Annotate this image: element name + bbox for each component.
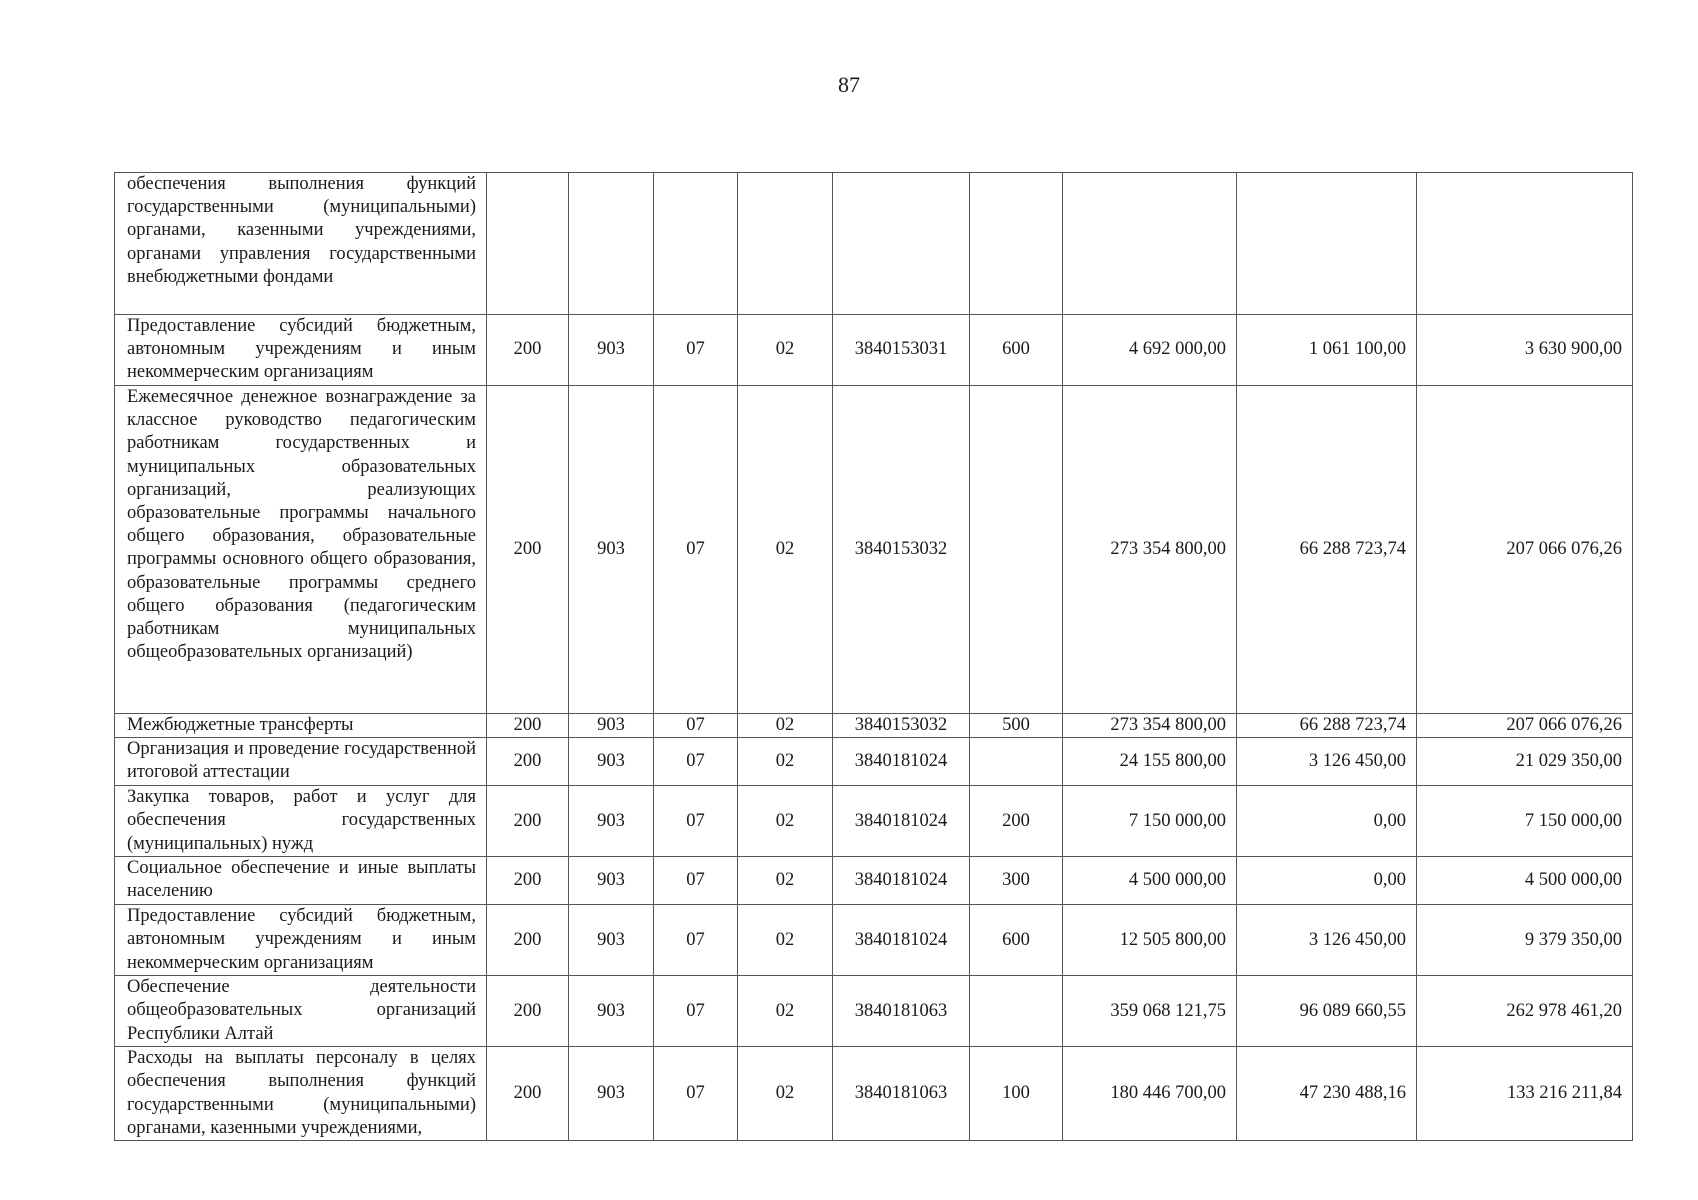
cell-code	[833, 173, 970, 315]
cell-code: 02	[738, 714, 833, 738]
cell-code: 200	[487, 714, 569, 738]
cell-exec: 3 126 450,00	[1237, 738, 1417, 786]
cell-rest: 3 630 900,00	[1417, 315, 1633, 386]
cell-exec: 96 089 660,55	[1237, 976, 1417, 1047]
cell-code: 3840153031	[833, 315, 970, 386]
cell-code: 02	[738, 738, 833, 786]
table-row	[115, 315, 1633, 386]
cell-code: 100	[970, 1047, 1063, 1141]
table-row	[115, 976, 1633, 1047]
cell-code: 903	[569, 976, 654, 1047]
cell-code: 3840181063	[833, 976, 970, 1047]
cell-exec: 1 061 100,00	[1237, 315, 1417, 386]
cell-code: 02	[738, 315, 833, 386]
cell-exec: 0,00	[1237, 857, 1417, 905]
cell-code: 200	[487, 905, 569, 976]
cell-exec: 0,00	[1237, 786, 1417, 857]
table-row	[115, 786, 1633, 857]
table-row	[115, 714, 1633, 738]
cell-rest: 21 029 350,00	[1417, 738, 1633, 786]
cell-code: 903	[569, 386, 654, 714]
cell-code: 600	[970, 315, 1063, 386]
table-row	[115, 905, 1633, 976]
cell-code	[970, 738, 1063, 786]
cell-plan: 4 500 000,00	[1063, 857, 1237, 905]
cell-code: 3840181024	[833, 905, 970, 976]
row-name: Ежемесячное денежное вознаграждение за классное руководство педагогическим работникам государственных и муниципальных образовательных организаций, реализующих образовательные программы начального общего образования, образовательные программы основного общего образования, образовательные программы среднего общего образования (педагогическим работникам муниципальных общеобразовательных организаций)	[115, 386, 487, 714]
cell-code: 07	[654, 786, 738, 857]
cell-code: 07	[654, 976, 738, 1047]
cell-code: 903	[569, 786, 654, 857]
cell-code: 903	[569, 1047, 654, 1141]
cell-code: 3840181063	[833, 1047, 970, 1141]
cell-rest: 262 978 461,20	[1417, 976, 1633, 1047]
row-name: Обеспечение деятельности общеобразовательных организаций Республики Алтай	[115, 976, 487, 1047]
cell-code: 3840153032	[833, 386, 970, 714]
cell-code: 3840181024	[833, 738, 970, 786]
cell-exec: 66 288 723,74	[1237, 386, 1417, 714]
cell-plan: 273 354 800,00	[1063, 386, 1237, 714]
budget-table	[114, 172, 1633, 1141]
row-name: Закупка товаров, работ и услуг для обеспечения государственных (муниципальных) нужд	[115, 786, 487, 857]
cell-exec	[1237, 173, 1417, 315]
table-row	[115, 738, 1633, 786]
cell-code: 3840153032	[833, 714, 970, 738]
cell-code	[569, 173, 654, 315]
cell-code: 200	[970, 786, 1063, 857]
cell-code: 200	[487, 738, 569, 786]
cell-code: 903	[569, 857, 654, 905]
cell-code: 200	[487, 786, 569, 857]
cell-code: 200	[487, 315, 569, 386]
cell-rest: 133 216 211,84	[1417, 1047, 1633, 1141]
cell-code: 200	[487, 386, 569, 714]
table-row	[115, 386, 1633, 714]
cell-rest	[1417, 173, 1633, 315]
cell-code: 200	[487, 1047, 569, 1141]
cell-code: 903	[569, 905, 654, 976]
cell-code: 07	[654, 1047, 738, 1141]
cell-code: 600	[970, 905, 1063, 976]
row-name: Организация и проведение государственной итоговой аттестации	[115, 738, 487, 786]
cell-code: 903	[569, 315, 654, 386]
cell-exec: 66 288 723,74	[1237, 714, 1417, 738]
cell-code: 02	[738, 976, 833, 1047]
cell-code: 02	[738, 905, 833, 976]
cell-plan: 4 692 000,00	[1063, 315, 1237, 386]
cell-code: 07	[654, 738, 738, 786]
cell-exec: 47 230 488,16	[1237, 1047, 1417, 1141]
row-name: обеспечения выполнения функций государственными (муниципальными) органами, казенными учреждениями, органами управления государственными внебюджетными фондами	[115, 173, 487, 315]
row-name: Расходы на выплаты персоналу в целях обеспечения выполнения функций государственными (муниципальными) органами, казенными учреждениями,	[115, 1047, 487, 1141]
cell-plan: 180 446 700,00	[1063, 1047, 1237, 1141]
cell-plan: 7 150 000,00	[1063, 786, 1237, 857]
cell-code: 200	[487, 976, 569, 1047]
cell-code: 300	[970, 857, 1063, 905]
cell-code: 07	[654, 905, 738, 976]
cell-exec: 3 126 450,00	[1237, 905, 1417, 976]
cell-plan: 24 155 800,00	[1063, 738, 1237, 786]
cell-code: 3840181024	[833, 857, 970, 905]
row-name: Предоставление субсидий бюджетным, автономным учреждениям и иным некоммерческим организациям	[115, 905, 487, 976]
table-row	[115, 173, 1633, 315]
cell-plan: 12 505 800,00	[1063, 905, 1237, 976]
cell-code: 3840181024	[833, 786, 970, 857]
cell-plan: 273 354 800,00	[1063, 714, 1237, 738]
cell-code: 07	[654, 714, 738, 738]
cell-code	[970, 976, 1063, 1047]
cell-plan	[1063, 173, 1237, 315]
cell-code: 07	[654, 315, 738, 386]
cell-code: 07	[654, 857, 738, 905]
cell-code	[654, 173, 738, 315]
cell-rest: 207 066 076,26	[1417, 714, 1633, 738]
cell-code	[970, 173, 1063, 315]
cell-code: 02	[738, 386, 833, 714]
cell-code	[738, 173, 833, 315]
cell-code: 500	[970, 714, 1063, 738]
cell-rest: 7 150 000,00	[1417, 786, 1633, 857]
table-row	[115, 1047, 1633, 1141]
table-row	[115, 857, 1633, 905]
row-name: Социальное обеспечение и иные выплаты населению	[115, 857, 487, 905]
cell-code: 903	[569, 738, 654, 786]
cell-code	[970, 386, 1063, 714]
cell-code: 02	[738, 786, 833, 857]
row-name: Межбюджетные трансферты	[115, 714, 487, 738]
cell-rest: 4 500 000,00	[1417, 857, 1633, 905]
cell-code: 02	[738, 1047, 833, 1141]
cell-rest: 9 379 350,00	[1417, 905, 1633, 976]
row-name: Предоставление субсидий бюджетным, автономным учреждениям и иным некоммерческим организациям	[115, 315, 487, 386]
page-number: 87	[838, 72, 860, 97]
cell-code: 07	[654, 386, 738, 714]
cell-plan: 359 068 121,75	[1063, 976, 1237, 1047]
cell-code: 903	[569, 714, 654, 738]
cell-rest: 207 066 076,26	[1417, 386, 1633, 714]
cell-code: 02	[738, 857, 833, 905]
cell-code	[487, 173, 569, 315]
cell-code: 200	[487, 857, 569, 905]
